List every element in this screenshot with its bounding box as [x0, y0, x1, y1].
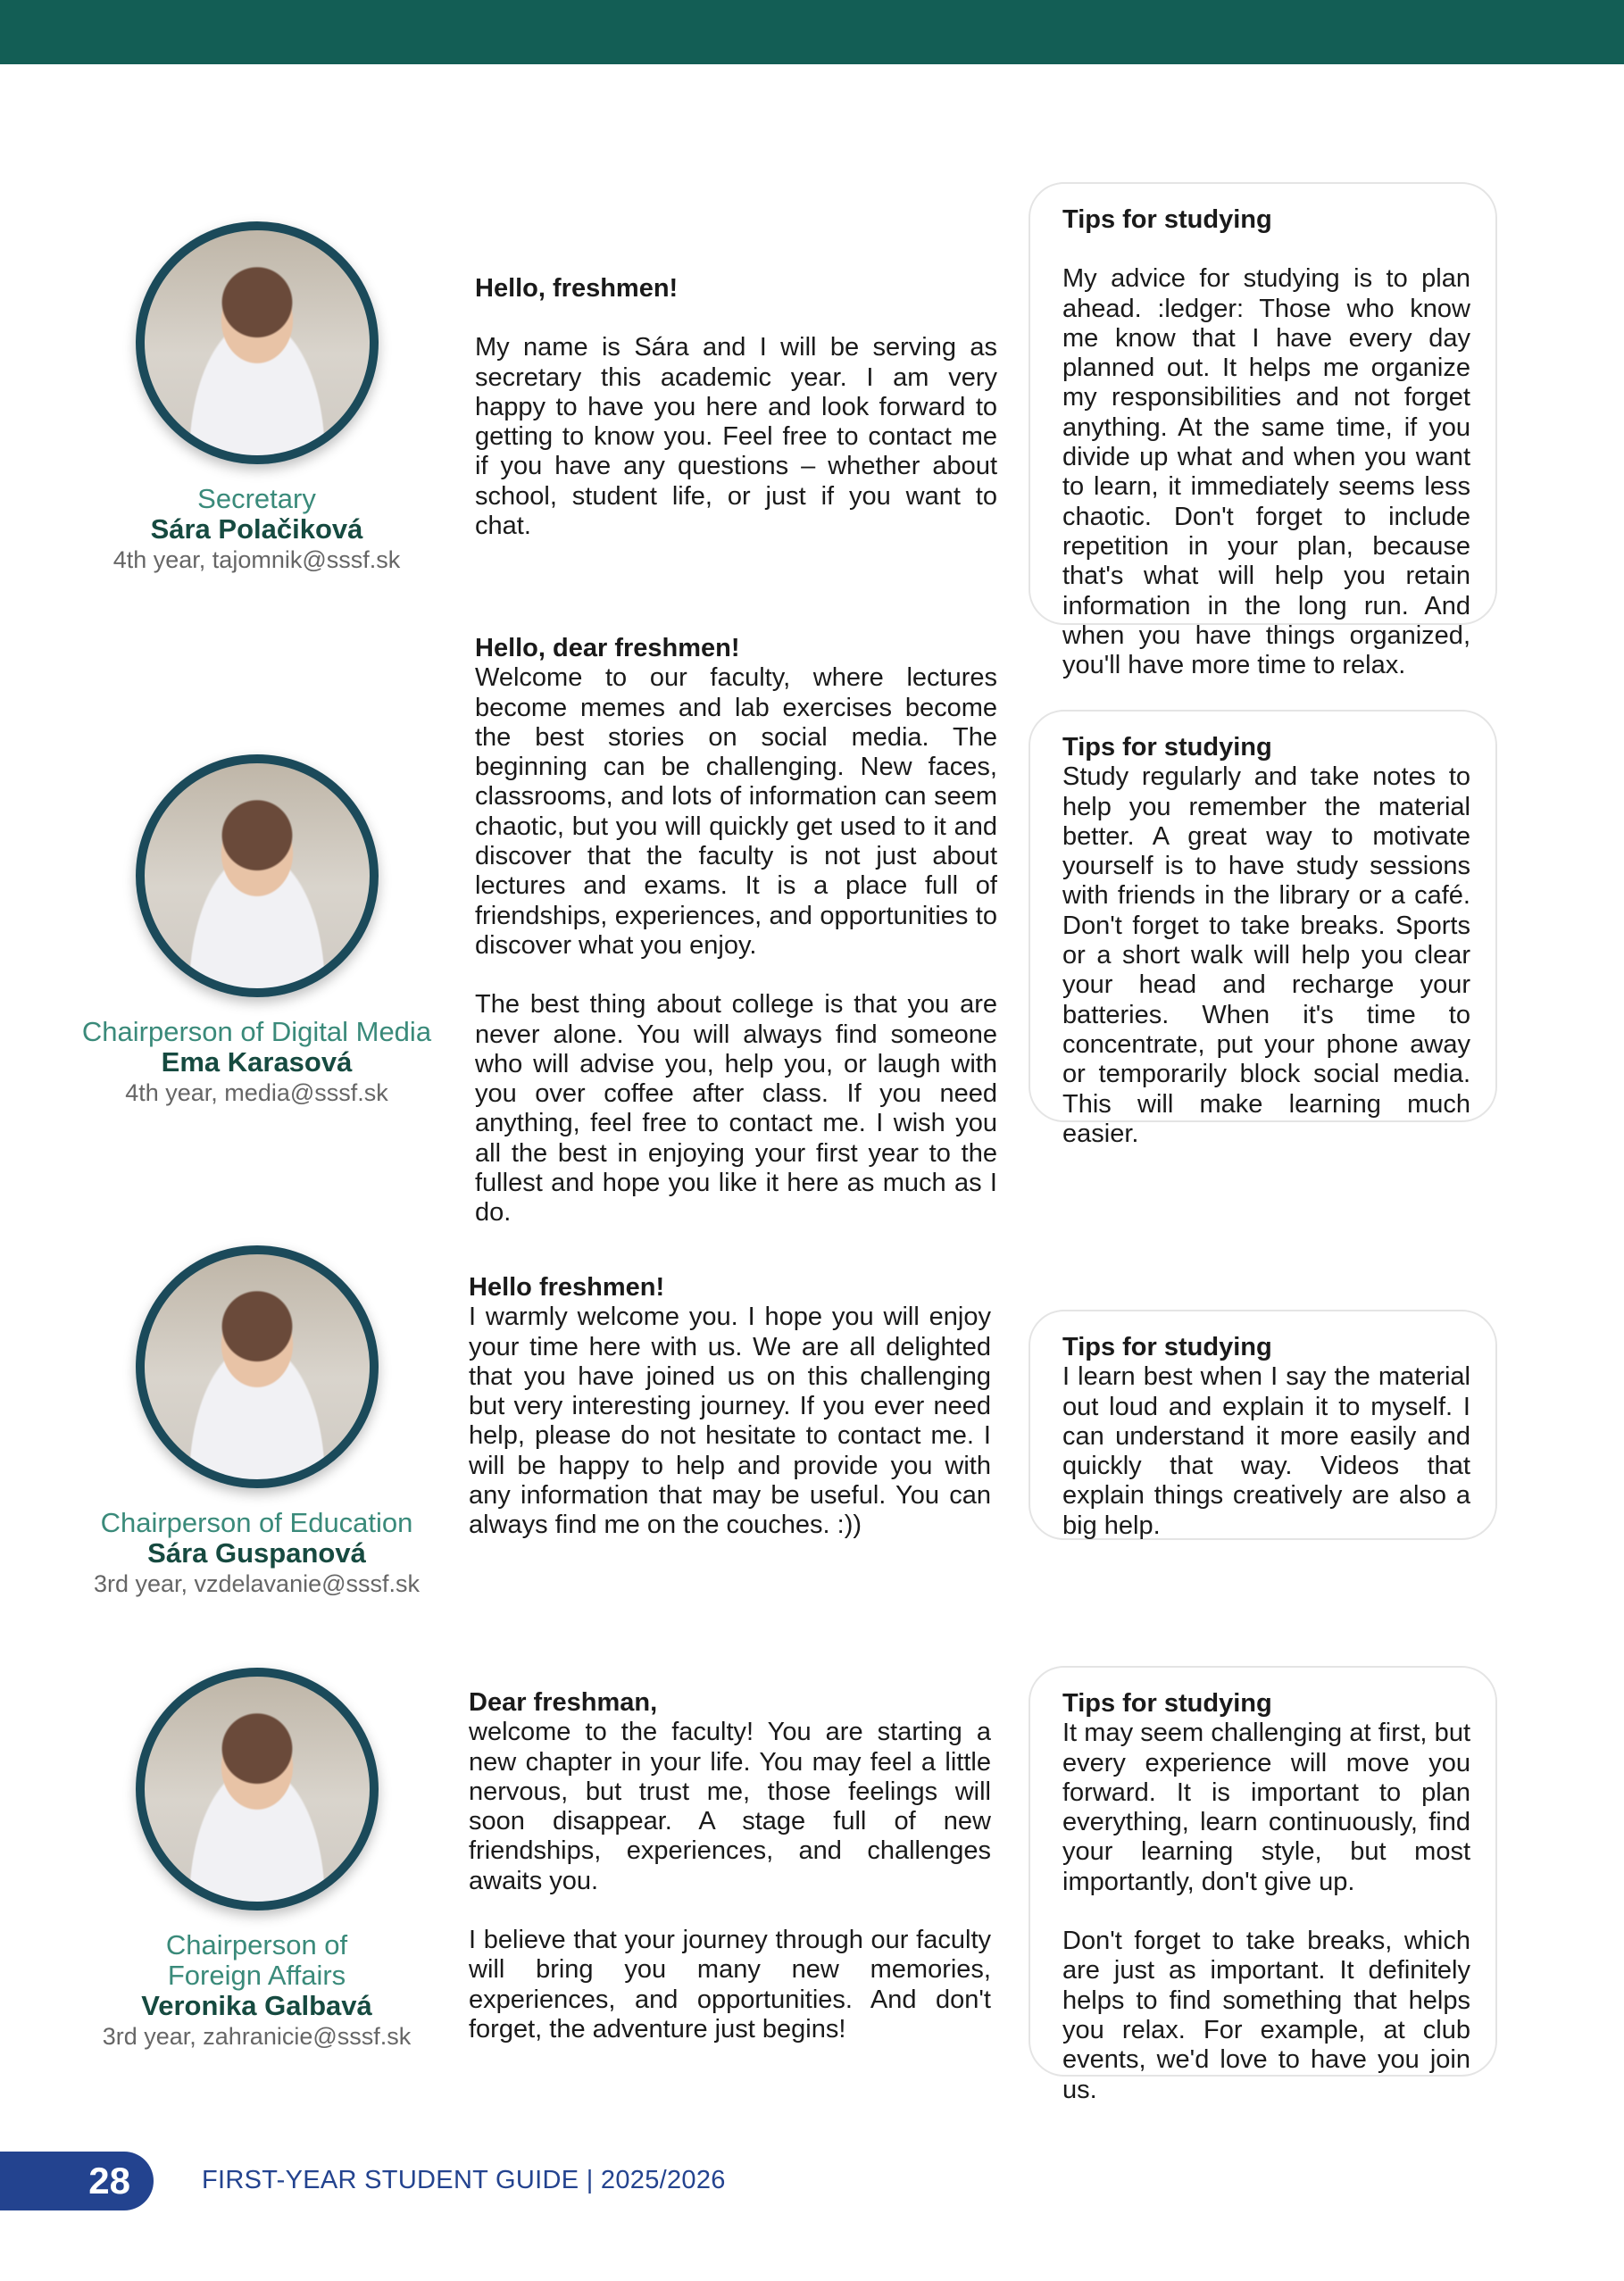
avatar	[136, 221, 379, 464]
person-role: Chairperson of Foreign Affairs	[165, 1929, 348, 1991]
letter-paragraph: welcome to the faculty! You are starting a new chapter in your life. You may feel a little nervous, but trust me, those feelings will soon disappear. A stage full of new friendships, experiences, and challenges awaits you.	[469, 1718, 991, 1895]
person-contact: 4th year, tajomnik@sssf.sk	[112, 546, 401, 573]
letter-paragraph: The best thing about college is that you are never alone. You will always find someone who will advise you, help you, or laugh with you over coffee after class. If you need anything, feel free to contact me. I wish you all the best in enjoying your first year to the fullest and hope you like it here as much as I do.	[475, 990, 997, 1228]
person-name: Sára Guspanová	[147, 1537, 366, 1569]
tips-box	[1029, 1310, 1497, 1540]
person-name: Veronika Galbavá	[141, 1990, 372, 2021]
person-contact: 3rd year, vzdelavanie@sssf.sk	[93, 1570, 421, 1597]
avatar	[136, 1668, 379, 1911]
tips-title: Tips for studying	[1062, 205, 1272, 234]
tips-title: Tips for studying	[1062, 733, 1272, 762]
tips-box	[1029, 182, 1497, 680]
welcome-letter	[469, 1273, 991, 1541]
avatar	[136, 1245, 379, 1488]
letter-paragraph: Welcome to our faculty, where lectures become memes and lab exercises become the best stories on social media. The beginning can be challenging. New faces, classrooms, and lots of information can seem chaotic, but you will quickly get used to it and discover that the faculty is not just about lectures and exams. It is a place full of friendships, experiences, and opportunities to discover what you enjoy.	[475, 663, 997, 960]
person-role: Chairperson of Digital Media	[81, 1016, 432, 1047]
tips-box	[1029, 1666, 1497, 2104]
welcome-letter	[469, 1688, 991, 2044]
page-number: 28	[0, 2152, 154, 2210]
welcome-letter	[475, 274, 997, 541]
letter-paragraph: I believe that your journey through our faculty will bring you many new memories, experiences, and opportunities. And don't forget, the adventure just begins!	[469, 1926, 991, 2044]
profile-education	[54, 1245, 460, 1599]
person-role: Chairperson of Education	[100, 1507, 413, 1538]
tips-title: Tips for studying	[1062, 1333, 1272, 1361]
header-bar	[0, 0, 1624, 64]
letter-greeting: Hello, freshmen!	[475, 274, 679, 303]
profile-secretary	[54, 221, 460, 575]
letter-paragraph: I warmly welcome you. I hope you will enjoy your time here with us. We are all delighted that you have joined us on this challenging but very interesting journey. If you ever need help, please do not hesitate to contact me. I will be happy to help and provide you with any information that may be useful. You can always find me on the couches. :))	[469, 1303, 991, 1540]
avatar	[136, 754, 379, 997]
person-name: Sára Polačiková	[150, 513, 363, 545]
letter-greeting: Dear freshman,	[469, 1688, 658, 1717]
tips-title: Tips for studying	[1062, 1689, 1272, 1718]
profile-foreign-affairs	[54, 1668, 460, 2052]
tips-paragraph: Don't forget to take breaks, which are just as important. It definitely helps to find something that helps you relax. For example, at club events, we'd love to have you join us.	[1062, 1927, 1470, 2104]
footer-title: FIRST-YEAR STUDENT GUIDE | 2025/2026	[202, 2166, 726, 2194]
tips-paragraph: It may seem challenging at first, but every experience will move you forward. It is important to plan everything, learn continuously, find your learning style, but most importantly, don't give up.	[1062, 1719, 1470, 1896]
person-role: Secretary	[197, 483, 316, 514]
tips-paragraph: My advice for studying is to plan ahead. :ledger: Those who know me know that I have every day planned out. It helps me organize my responsibilities and not forget anything. At the same time, if you divide up what and when you want to learn, it immediately seems less chaotic. Don't forget to include repetition in your plan, because that's what will help you retain information in the long run. And when you have things organized, you'll have more time to relax.	[1062, 264, 1470, 680]
person-contact: 4th year, media@sssf.sk	[125, 1079, 388, 1106]
tips-paragraph: Study regularly and take notes to help you remember the material better. A great way to motivate yourself is to have study sessions with friends in the library or a café. Don't forget to take breaks. Sports or a short walk will help you clear your head and recharge your batteries. When it's time to concentrate, put your phone away or temporarily block social media. This will make learning much easier.	[1062, 762, 1470, 1148]
tips-box	[1029, 710, 1497, 1148]
tips-paragraph: I learn best when I say the material out loud and explain it to myself. I can understand it more easily and quickly that way. Videos that explain things creatively are also a big help.	[1062, 1362, 1470, 1540]
profile-digital-media	[54, 754, 460, 1108]
welcome-letter	[475, 634, 997, 1228]
person-contact: 3rd year, zahranicie@sssf.sk	[102, 2023, 412, 2050]
letter-greeting: Hello, dear freshmen!	[475, 634, 740, 662]
letter-paragraph: My name is Sára and I will be serving as secretary this academic year. I am very happy to have you here and look forward to getting to know you. Feel free to contact me if you have any questions – whether about school, student life, or just if you want to chat.	[475, 333, 997, 541]
letter-greeting: Hello freshmen!	[469, 1273, 665, 1302]
person-name: Ema Karasová	[161, 1046, 353, 1078]
